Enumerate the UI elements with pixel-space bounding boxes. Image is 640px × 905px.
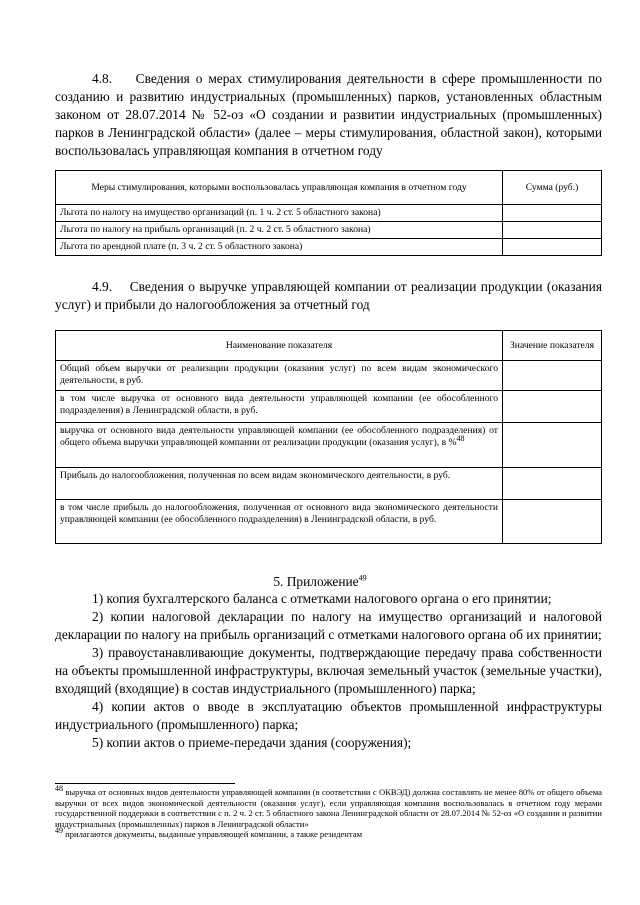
row-value-cell[interactable] <box>503 468 602 500</box>
table-row <box>56 205 602 222</box>
section-4-9-paragraph <box>55 278 602 314</box>
list-item: 1) копия бухгалтерского баланса с отметками налогового органа о его принятии; <box>92 591 552 606</box>
section-4-9-number: 4.9. <box>92 279 113 294</box>
footnote-mark: 49 <box>55 826 63 836</box>
table-row <box>56 423 602 468</box>
row-label: Прибыль до налогообложения, полученная по всем видам экономического деятельности, в руб. <box>56 468 503 500</box>
footnote-divider <box>55 783 235 784</box>
header-name: Наименование показателя <box>56 331 503 361</box>
row-value-cell[interactable] <box>503 205 602 222</box>
footnote-text: прилагаются документы, выданные управляющей компании, а также резидентам <box>63 829 363 840</box>
row-label: Льгота по налогу на имущество организаций (п. 1 ч. 2 ст. 5 областного закона) <box>56 205 503 222</box>
row-value-cell[interactable] <box>503 423 602 468</box>
revenue-table <box>55 330 602 544</box>
row-label-with-footnote <box>56 423 503 468</box>
table-row <box>56 222 602 239</box>
attachments-list <box>55 590 602 752</box>
row-label: Льгота по налогу на прибыль организаций (п. 2 ч. 2 ст. 5 областного закона) <box>56 222 503 239</box>
stimulus-measures-table <box>55 170 602 256</box>
footnote-ref-48[interactable]: 48 <box>456 433 465 443</box>
row-value-cell[interactable] <box>503 391 602 423</box>
footnote-text: выручка от основных видов деятельности управляющей компании (в соответствии с ОКВЭД) должна составлять не менее 80% от общего объема выручки от всех видов экономической деятельности (оказания услуг), если управляющая компания воспользовалась в отчетном году мерами государственной поддержки в соответствии с п. 2 ч. 2 ст. 5 областного закона Ленинградской области от 28.07.2014 № 52-оз «О создании и развитии индустриальных (промышленных) парков в Ленинградской области» <box>55 787 602 829</box>
row-label: Общий объем выручки от реализации продукции (оказания услуг) по всем видам экономического деятельности, в руб. <box>56 361 503 391</box>
table-row <box>56 391 602 423</box>
row-label: в том числе выручка от основного вида деятельности управляющей компании (ее обособленного подразделения) в Ленинградской области, в руб. <box>56 391 503 423</box>
row-label: Льгота по арендной плате (п. 3 ч. 2 ст. 5 областного закона) <box>56 239 503 256</box>
table-row <box>56 500 602 544</box>
footnote-ref-49[interactable]: 49 <box>358 573 367 583</box>
header-measure: Меры стимулирования, которыми воспользовалась управляющая компания в отчетном году <box>56 171 503 205</box>
footnote-mark: 48 <box>55 784 63 794</box>
footnote-49 <box>55 826 602 840</box>
row-value-cell[interactable] <box>503 361 602 391</box>
section-4-8-paragraph <box>55 70 602 160</box>
section-5-title <box>0 574 640 590</box>
row-label: в том числе прибыль до налогообложения, полученная от основного вида экономического деятельности управляющей компании (ее обособленного подразделения) в Ленинградской области, в руб. <box>56 500 503 544</box>
table-header-row <box>56 331 602 361</box>
row-value-cell[interactable] <box>503 239 602 256</box>
footnotes <box>55 784 602 840</box>
row-value-cell[interactable] <box>503 500 602 544</box>
section-5-title-text: 5. Приложение <box>273 574 359 589</box>
row-value-cell[interactable] <box>503 222 602 239</box>
section-4-8-text: Сведения о мерах стимулирования деятельности в сфере промышленности по созданию и развитию индустриальных (промышленных) парков, установленных областным законом от 28.07.2014 № 52-оз «О создании и развитии индустриальных (промышленных) парков в Ленинградской области» (далее – меры стимулирования, областной закон), которыми воспользовалась управляющая компания в отчетном году <box>55 71 602 158</box>
list-item: 4) копии актов о вводе в эксплуатацию объектов промышленной инфраструктуры индустриального (промышленного) парка; <box>55 699 602 732</box>
header-value: Значение показателя <box>503 331 602 361</box>
table-header-row <box>56 171 602 205</box>
section-4-9-text: Сведения о выручке управляющей компании от реализации продукции (оказания услуг) и прибыли до налогообложения за отчетный год <box>55 279 603 312</box>
footnote-48 <box>55 784 602 829</box>
list-item: 5) копии актов о приеме-передачи здания (сооружения); <box>92 735 412 750</box>
row-label: выручка от основного вида деятельности управляющей компании (ее обособленного подразделения) от общего объема выручки управляющей компании от реализации продукции (оказания услуг), в % <box>60 425 498 448</box>
table-row <box>56 361 602 391</box>
section-4-8-number: 4.8. <box>92 71 113 86</box>
list-item: 2) копии налоговой декларации по налогу на имущество организаций и налоговой декларации по налогу на прибыль организаций с отметками налогового органа об их принятии; <box>55 609 602 642</box>
header-sum: Сумма (руб.) <box>503 171 602 205</box>
table-row <box>56 468 602 500</box>
list-item: 3) правоустанавливающие документы, подтверждающие передачу права собственности на объекты промышленной инфраструктуры, включая земельный участок (земельные участки), входящий (входящие) в состав индустриального (промышленного) парка; <box>55 645 602 696</box>
table-row <box>56 239 602 256</box>
